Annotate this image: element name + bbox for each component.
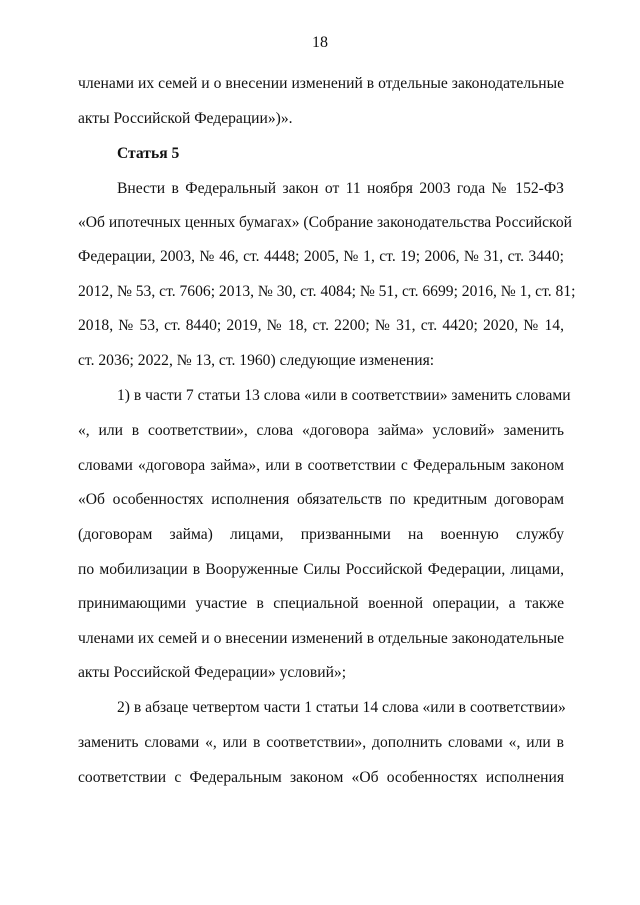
article-heading: Статья 5	[117, 145, 180, 162]
text-line: ст. 2036; 2022, № 13, ст. 1960) следующие изменения:	[78, 352, 435, 369]
text-line: акты Российской Федерации» условий»;	[78, 664, 347, 681]
text-line: «Об особенностях исполнения обязательств по кредитным договорам	[78, 491, 564, 508]
text-line: членами их семей и о внесении изменений в отдельные законодательные	[78, 630, 564, 647]
text-line: по мобилизации в Вооруженные Силы Российской Федерации, лицами,	[78, 561, 564, 578]
text-line: соответствии с Федеральным законом «Об особенностях исполнения	[78, 769, 564, 786]
text-line: 2) в абзаце четвертом части 1 статьи 14 слова «или в соответствии»	[117, 699, 566, 716]
text-line: «, или в соответствии», слова «договора займа» условий» заменить	[78, 422, 564, 439]
text-line: принимающими участие в специальной военной операции, а также	[78, 595, 564, 612]
text-line: «Об ипотечных ценных бумагах» (Собрание законодательства Российской	[78, 214, 572, 231]
page-number: 18	[312, 34, 328, 51]
text-line: Внести в Федеральный закон от 11 ноября 2003 года № 152-ФЗ	[117, 180, 564, 197]
text-line: членами их семей и о внесении изменений в отдельные законодательные	[78, 75, 564, 92]
text-line: 2012, № 53, ст. 7606; 2013, № 30, ст. 4084; № 51, ст. 6699; 2016, № 1, ст. 81;	[78, 283, 576, 300]
text-line: (договорам займа) лицами, призванными на военную службу	[78, 526, 564, 543]
text-line: заменить словами «, или в соответствии», дополнить словами «, или в	[78, 734, 564, 751]
text-line: 2018, № 53, ст. 8440; 2019, № 18, ст. 2200; № 31, ст. 4420; 2020, № 14,	[78, 317, 564, 334]
text-line: акты Российской Федерации»)».	[78, 110, 293, 127]
text-line: Федерации, 2003, № 46, ст. 4448; 2005, № 1, ст. 19; 2006, № 31, ст. 3440;	[78, 248, 564, 265]
text-line: словами «договора займа», или в соответствии с Федеральным законом	[78, 457, 564, 474]
text-line: 1) в части 7 статьи 13 слова «или в соответствии» заменить словами	[117, 387, 571, 404]
